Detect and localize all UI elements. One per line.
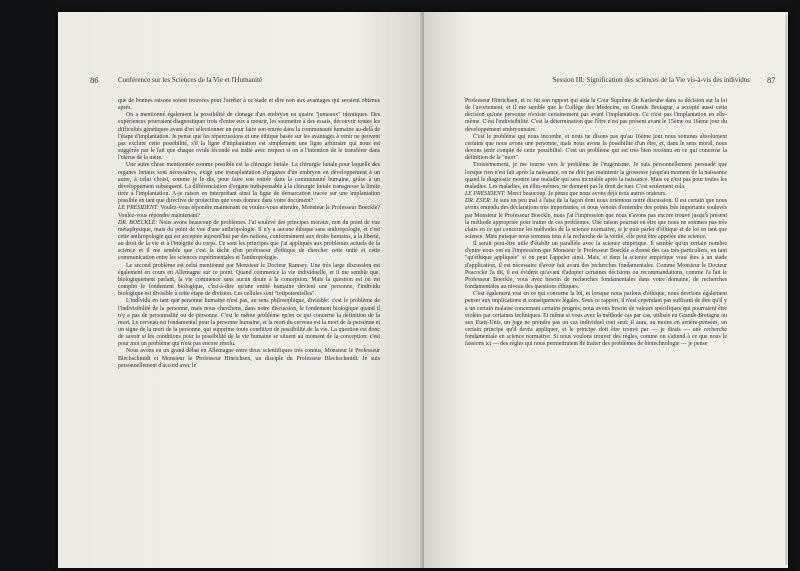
paragraph: [118, 298, 380, 348]
left-body-text: [118, 98, 380, 370]
paragraph-text: Il serait peut-être utile d'établir un parallèle avec la science empirique. Il semble qu'un certain nombre d'entre nous ont eu l'impression que Monsieur le Professeur Boeckle a donné des cas très particuliers, en tant "qu'éthique appliquée" si on peut l'appeler ainsi. Mais, si dans la science empirique vous êtes à un stade d'application, il est nécessaire d'avoir fait avant des recherches fondamentales. Comme Monsieur le Docteur Peacocke l'a dit, il est évident qu'avant d'adopter certaines décisions ou recommandations, comme l'a fait le Professeur Boeckle, vous avez besoin de recherches fondamentales dans votre domaine, de recherches fondamentales au niveau des questions éthiques.: [465, 241, 727, 291]
paragraph: [118, 348, 380, 369]
right-running-head: Session III: Signification des sciences de la Vie vis-à-vis des individus: [552, 76, 750, 84]
speaker-label: LE PRESIDENT:: [118, 205, 159, 212]
page-edge-stack: [785, 15, 788, 565]
paragraph: [465, 198, 727, 241]
paragraph: [118, 112, 380, 162]
paragraph-text: Nous avons eu un grand débat en Allemagne entre deux scientifiques très connus, Monsieur le Professeur Blechschmidt et Monsieur le Professeur Hinrichsen, un disciple du Professeur Blechschmidt. Je suis personnellement d'accord avec le: [118, 348, 380, 369]
paragraph: [465, 241, 727, 291]
paragraph-text: Le second problème est celui mentionné par Monsieur le Docteur Ramsey. Une très large discussion est également en cours en Allemagne sur ce point. Quand commence la vie individuelle, et il me semble que, biologiquement parlant, la vie commence sans aucun doute à la conception. Mais la question est où est complet le fondement biologique, c'est-à-dire qu'une entité humaine devient une personne, l'individu biologique est divisible à cette étape de division. Les cellules sont "totipotentielles".: [118, 262, 380, 298]
paragraph: [118, 98, 380, 112]
paragraph: [118, 205, 380, 219]
right-page-number: 87: [767, 75, 776, 85]
paragraph: [118, 220, 380, 263]
paragraph-text: L'individu en tant que personne humaine n'est pas, au sens philosophique, divisible: c'est le problème de l'indivisibilité de la personne, mais nous cherchons, dans notre discussion, le fondement biologique quand il n'y a pas de personnalité ou de personne. C'est le même problème qu'en ce qui concerne la définition de la mort. Le cerveau est fondamental pour la personne humaine, et la mort du cerveau est la mort de la personne et un signe de la mort de la personne, qui supprime toute condition de possibilité de la vie. La question est donc de savoir si les conditions pour la possibilité de la vie humaine se situent au moment de la conception: c'est pour moi un problème qui n'est pas encore résolu.: [118, 298, 380, 348]
paragraph-text: Une autre chose mentionnée comme possible est la chirurgie fœtale. La chirurgie fœtale pour laquelle des organes fœtaux sont nécessaires, exige une transplantation d'organes d'un embryon en développement à un autre, à celui choisi, comme je le dis, pour faire son entrée dans la communauté humaine, grâce à un développement subséquent. La différenciation d'organe indispensable à la chirurgie fœtale transgresse la limite tirée à l'implantation. A-je raison en interprétant ainsi la ligne de démarcation tracée sur une implantation possible en tant que directive de protection que vous donnez dans votre document?: [118, 162, 380, 205]
paragraph: [118, 263, 380, 299]
paragraph-text: Voulez-vous répondre maintenant ou voulez-vous attendre, Monsieur le Professeur Boeckle? Voulez-vous répondre maintenant?: [118, 205, 380, 219]
paragraph: [465, 162, 727, 191]
left-running-head: Conférence sur les Sciences de la Vie et l'Humanité: [118, 76, 263, 84]
left-page: [58, 12, 422, 568]
left-page-number: 86: [90, 75, 99, 85]
right-body-text: [465, 98, 727, 348]
paragraph-text: que de bonnes raisons soient trouvées pour l'arrêter à ce stade et dire non aux avantages qui seraient obtenus après.: [118, 98, 380, 112]
speaker-label: DR. BOECKLE:: [118, 219, 158, 226]
paragraph-text: Professeur Hinrichsen, et ce fut son rapport qui aida la Cour Suprême de Karlsruhe dans sa décision sur la loi de l'avortement, et il me semble que le Collège des Médecins, en Grande Bretagne, a accepté aussi cette décision qu'une personne n'existe certainement pas avant l'implantation. Ce n'est pas l'implantation en elle-même. C'est l'indivisibilité. C'est la détermination que l'être n'est pas présent avant le 15ème ou 16ème jour du développement embryonnaire.: [465, 98, 727, 133]
paragraph: [465, 291, 727, 348]
paragraph-text: Je suis un peu mal à l'aise de la façon dont nous orientons notre discussion. Il est certain que nous avons entendu des déclarations très importantes, et nous venons d'entendre des points très importants soulevés par Monsieur le Professeur Boeckle, mais j'ai l'impression que nous n'avons pas encore trouvé jusqu'à présent la méthode appropriée pour traiter de ces problèmes. Une raison pourrait en être que nous ne sommes pas très clairs en ce qui concerne les méthodes de la science normative, si je puis parler d'éthique et de loi en tant que science. Mais puisque nous sommes tous à la recherche de la vérité, elle peut être appelée une science.: [465, 198, 727, 240]
paragraph-text: C'est également vrai en ce qui concerne la loi, et lorsque nous parlons d'éthique, nous devrions également penser aux implications et conséquences légales. Sous ce rapport, il n'est cependant pas suffisant de dire qu'il y a un certain malaise concernant certains progrès; nous avons besoin de valeurs spécifiques qui pourraient être violées par certaines techniques. Et même si vous avez la méthode cas par cas, utilisée en Grande-Bretagne ou aux Etats-Unis, un juge ne prendra pas un cas individuel tout seul: il aura, au moins en arrière-pensées, un certain principe qu'il devra appliquer, et le principe doit être trouvé par — je dirais — une recherche fondamentale en science normative. Si nous voulons trouver des règles, comme on s'attend à ce que nous le fassions ici — des règles qui nous permettraient de traiter des problèmes de biotechnologie — je pense: [465, 291, 727, 348]
paragraph-text: Nous avons beaucoup de problèmes. J'ai soulevé des principes moraux, non du point de vue métaphysique, mais du point de vue d'une anthropologie. Il n'y a aucune éthique sans anthropologie, et c'est cette anthropologie qui est acceptée aujourd'hui par des nations, conformément aux droits humains, à la liberté, au droit de la vie et à l'intégrité du corps. Ce sont les principes que j'ai appliqués aux problèmes actuels de la science et il me semble que c'est la tâche d'un professeur d'éthique de chercher cette unité et cette communication entre les sciences expérimentales et l'anthropologie.: [118, 219, 380, 262]
paragraph: [465, 98, 727, 134]
paragraph-text: Merci beaucoup. Je pense que nous avons déjà trois autres orateurs.: [507, 191, 667, 198]
paragraph-text: On a mentionné également la possibilité de clonage d'un embryon en quatre "jumeaux" identiques. Des expériences pourraient diagnostiquer trois d'entre eux à mourir, les soumettre à des essais, découvrir toutes les difficultés génétiques avant d'en sélectionner un pour faire son entrée dans la communauté humaine au-delà de l'étape d'implantation. Je pense que les répercussions et une éthique basée sur les avantages à venir ne peuvent pas exclure cette possibilité, s'il la ligne d'implantation est simplement une ligne arbitraire qui nous est suggérée par le fait que chaque ovule fécondé est traité avec respect si on a l'intention de le transférer dans l'utérus de la mère.: [118, 112, 380, 162]
speaker-label: DR. ESER:: [465, 198, 492, 205]
paragraph-text: C'est le problème qui nous incombe, et nous ne disons pas qu'au 16ème jour nous sommes absolument certains que nous avons une personne, mais nous avons la possibilité d'un être, et, dans le sens moral, nous devons tenir compte de cette possibilité. C'est un problème qui est très bien reconnu en ce qui concerne la définition de la "mort".: [465, 133, 727, 162]
speaker-label: LE PRESIDENT:: [465, 191, 506, 198]
right-page: [424, 12, 788, 568]
open-book: [58, 12, 788, 568]
paragraph-text: Troisièmement, je me tourne vers le problème de l'eugénisme. Je suis personnellement persuadé que lorsque rien n'est fait après la naissance, on ne doit pas maintenir la grossesse jusqu'au moment de la naissance quand le diagnostic montre une maladie qui sera incurable après la naissance. Mais ce n'est pas pour toutes les maladies. Les maladies, en elles-mêmes, ne donnent pas le droit de tuer. C'est seulement cela.: [465, 162, 727, 190]
paragraph: [118, 162, 380, 205]
paragraph: [465, 134, 727, 163]
